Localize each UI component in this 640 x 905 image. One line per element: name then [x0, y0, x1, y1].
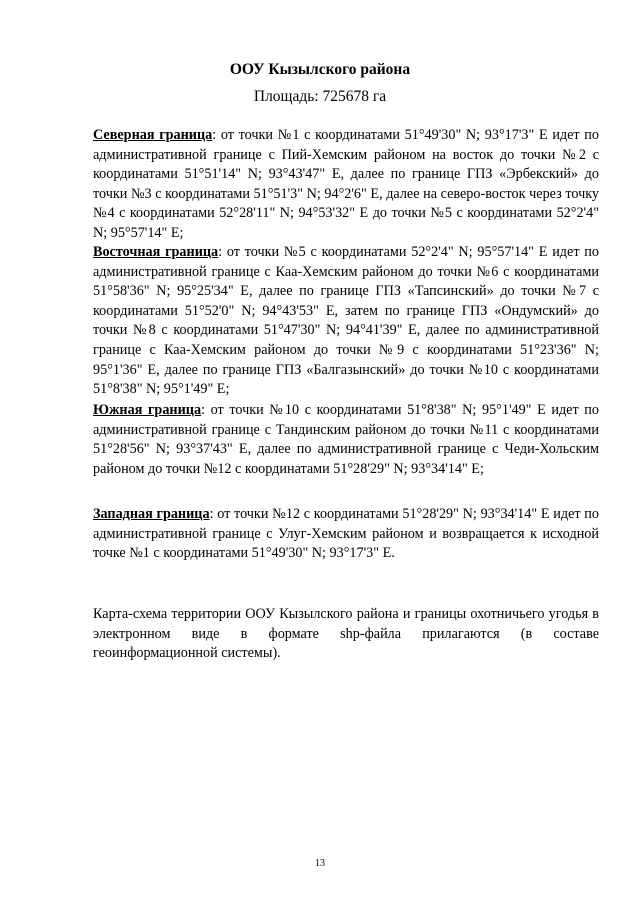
south-boundary-text: : от точки №10 с координатами 51°8'38" N; 95°1'49" E идет по административной границе с Тандинским районом до точки №11 с координатами 51°28'56" N; 93°37'43" E, далее по административной границе с Чеди-Хольским районом до точки №12 с координатами 51°28'29" N; 93°34'14" E; [93, 402, 599, 477]
south-boundary-paragraph [93, 401, 599, 479]
east-boundary-label: Восточная граница [93, 244, 219, 260]
north-boundary-label: Северная граница [93, 127, 213, 143]
closing-paragraph: Карта-схема территории ООУ Кызылского района и границы охотничьего угодья в электронном виде в формате shp-файла прилагаются (в составе геоинформационной системы). [93, 606, 599, 662]
west-boundary-paragraph [93, 505, 599, 564]
page-number: 13 [315, 858, 325, 869]
north-boundary-paragraph [93, 126, 599, 244]
document-title: ООУ Кызылского района [229, 61, 411, 78]
west-boundary-label: Западная граница [93, 506, 210, 522]
east-boundary-paragraph [93, 243, 599, 400]
south-boundary-label: Южная граница [93, 402, 202, 418]
west-boundary-text: : от точки №12 с координатами 51°28'29" N; 93°34'14" E идет по административной границе с Улуг-Хемским районом и возвращается к исходной точке №1 с координатами 51°49'30" N; 93°17'3" E. [93, 506, 599, 562]
east-boundary-text: : от точки №5 с координатами 52°2'4" N; 95°57'14" E идет по административной границе с Каа-Хемским районом до точки №6 с координатами 51°58'36" N; 95°25'34" E, далее по границе ГПЗ «Тапсинский» до точки №7 с координатами 51°52'0" N; 94°43'53" E, затем по границе ГПЗ «Ондумский» до точки №8 с координатами 51°47'30" N; 94°41'39" E, далее по административной границе с Каа-Хемским районом до точки №9 с координатами 51°23'36" N; 95°1'36" E, далее по границе ГПЗ «Балгазынский» до точки №10 с координатами 51°8'38" N; 95°1'49" E; [93, 244, 599, 398]
north-boundary-text: : от точки №1 с координатами 51°49'30" N; 93°17'3" E идет по административной границе с Пий-Хемским районом на восток до точки №2 с координатами 51°51'14" N; 93°43'47" E, далее по границе ГПЗ «Эрбекский» до точки №3 с координатами 51°51'3" N; 94°2'6" E, далее на северо-восток через точку №4 с координатами 52°28'11" N; 94°53'32" E до точки №5 с координатами 52°2'4" N; 95°57'14" E; [93, 127, 599, 241]
area-line: Площадь: 725678 га [253, 88, 387, 105]
